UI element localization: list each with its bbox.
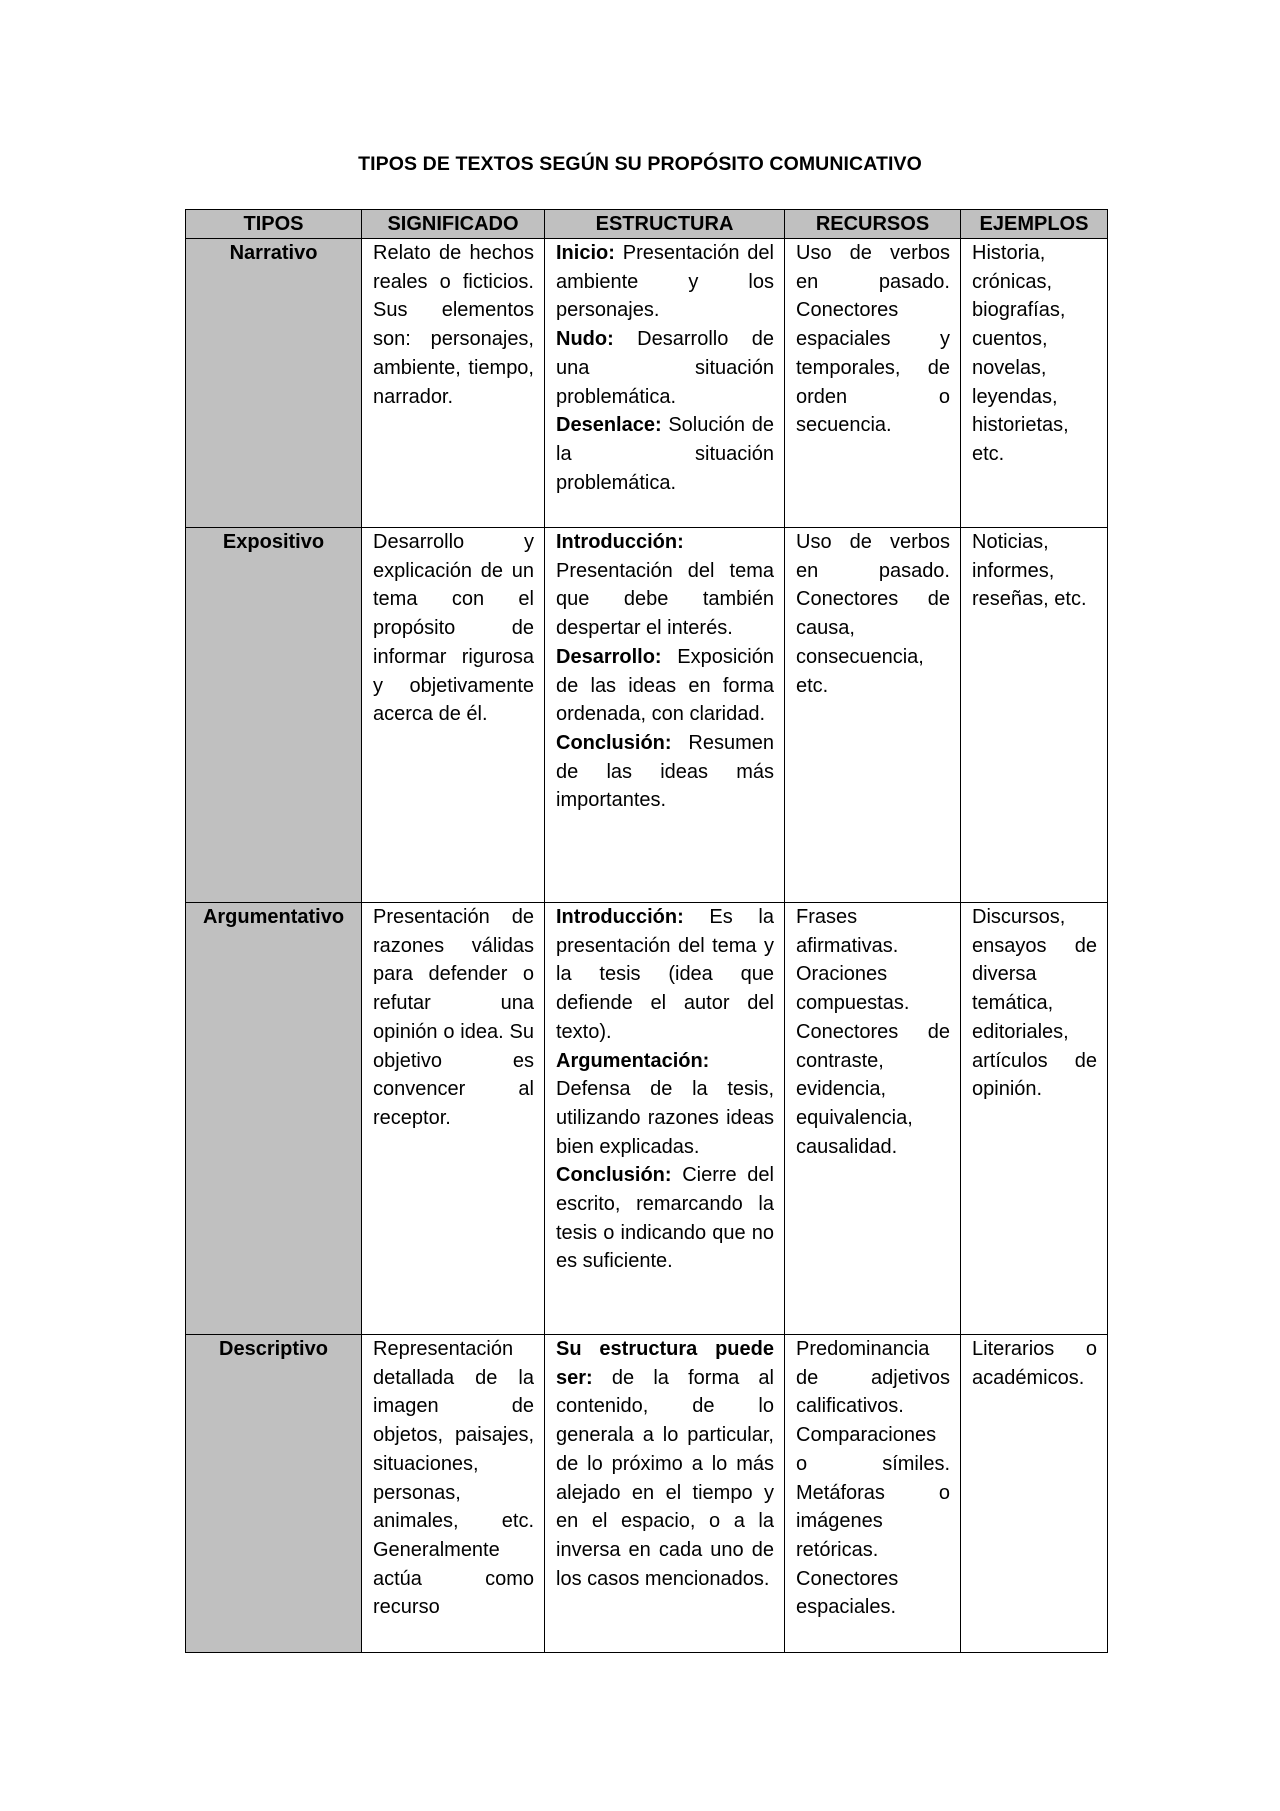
- ejemplos-cell: Literarios o académicos.: [961, 1335, 1108, 1653]
- estructura-label: Introducción:: [556, 531, 684, 553]
- estructura-text: Desarrollo de una situación problemática.: [556, 328, 774, 408]
- estructura-part: [556, 239, 774, 325]
- header-recursos: RECURSOS: [785, 210, 961, 239]
- estructura-part: [556, 1047, 774, 1162]
- estructura-text: Presentación del tema que debe también despertar el interés.: [556, 559, 774, 640]
- estructura-label: Desarrollo:: [556, 645, 662, 668]
- tipo-cell: Expositivo: [186, 528, 362, 903]
- recursos-cell: Frases afirmativas. Oraciones compuestas. Conectores de contraste, evidencia, equivalencia, causalidad.: [785, 903, 961, 1335]
- estructura-part: [556, 528, 774, 643]
- estructura-cell: [545, 903, 785, 1335]
- significado-cell: Representación detallada de la imagen de objetos, paisajes, situaciones, personas, animales, etc. Generalmente actúa como recurso: [362, 1335, 545, 1653]
- significado-cell: Desarrollo y explicación de un tema con el propósito de informar rigurosa y objetivamente acerca de él.: [362, 528, 545, 903]
- estructura-text: Resumen de las ideas más importantes.: [556, 731, 774, 812]
- significado-cell: Relato de hechos reales o ficticios. Sus elementos son: personajes, ambiente, tiempo, narrador.: [362, 239, 545, 528]
- estructura-cell: [545, 528, 785, 903]
- header-significado: SIGNIFICADO: [362, 210, 545, 239]
- tipo-cell: Narrativo: [186, 239, 362, 528]
- significado-cell: Presentación de razones válidas para defender o refutar una opinión o idea. Su objetivo es convencer al receptor.: [362, 903, 545, 1335]
- estructura-cell: [545, 1335, 785, 1653]
- estructura-text: Es la presentación del tema y la tesis (idea que defiende el autor del texto).: [556, 906, 774, 1043]
- estructura-part: [556, 325, 774, 411]
- recursos-cell: Uso de verbos en pasado. Conectores de causa, consecuencia, etc.: [785, 528, 961, 903]
- table-row: [186, 1335, 1108, 1653]
- estructura-label: Su estructura puede ser:: [556, 1338, 774, 1389]
- estructura-text: Solución de la situación problemática.: [556, 414, 774, 494]
- tipo-cell: Argumentativo: [186, 903, 362, 1335]
- tipo-cell: Descriptivo: [186, 1335, 362, 1653]
- ejemplos-cell: Historia, crónicas, biografías, cuentos, novelas, leyendas, historietas, etc.: [961, 239, 1108, 528]
- ejemplos-cell: Noticias, informes, reseñas, etc.: [961, 528, 1108, 903]
- header-ejemplos: EJEMPLOS: [961, 210, 1108, 239]
- estructura-label: Desenlace:: [556, 414, 662, 437]
- estructura-part: [556, 1335, 774, 1593]
- estructura-label: Conclusión:: [556, 731, 672, 754]
- page-title: TIPOS DE TEXTOS SEGÚN SU PROPÓSITO COMUNICATIVO: [358, 153, 922, 175]
- estructura-cell: [545, 239, 785, 528]
- header-tipos: TIPOS: [186, 210, 362, 239]
- estructura-text: Defensa de la tesis, utilizando razones ideas bien explicadas.: [556, 1078, 774, 1158]
- header-estructura: ESTRUCTURA: [545, 210, 785, 239]
- header-row: [186, 210, 1108, 239]
- estructura-text: Exposición de las ideas en forma ordenada, con claridad.: [556, 645, 774, 726]
- text-types-table: [185, 209, 1108, 1653]
- estructura-part: [556, 411, 774, 497]
- estructura-text: de la forma al contenido, de lo generala a lo particular, de lo próximo a lo más alejado en el tiempo y en el espacio, o a la inversa en cada uno de los casos mencionados.: [556, 1366, 774, 1590]
- estructura-label: Argumentación:: [556, 1049, 710, 1072]
- table-row: [186, 239, 1108, 528]
- estructura-part: [556, 1161, 774, 1276]
- estructura-text: Cierre del escrito, remarcando la tesis o indicando que no es suficiente.: [556, 1164, 774, 1273]
- estructura-part: [556, 643, 774, 729]
- estructura-label: Conclusión:: [556, 1164, 672, 1187]
- estructura-label: Introducción:: [556, 906, 684, 928]
- estructura-text: Presentación del ambiente y los personajes.: [556, 242, 774, 322]
- ejemplos-cell: Discursos, ensayos de diversa temática, editoriales, artículos de opinión.: [961, 903, 1108, 1335]
- estructura-label: Inicio:: [556, 242, 615, 264]
- table-row: [186, 903, 1108, 1335]
- table-row: [186, 528, 1108, 903]
- recursos-cell: Predominancia de adjetivos calificativos. Comparaciones o símiles. Metáforas o imágenes retóricas. Conectores espaciales.: [785, 1335, 961, 1653]
- estructura-label: Nudo:: [556, 328, 614, 351]
- estructura-part: [556, 903, 774, 1047]
- recursos-cell: Uso de verbos en pasado. Conectores espaciales y temporales, de orden o secuencia.: [785, 239, 961, 528]
- estructura-part: [556, 729, 774, 815]
